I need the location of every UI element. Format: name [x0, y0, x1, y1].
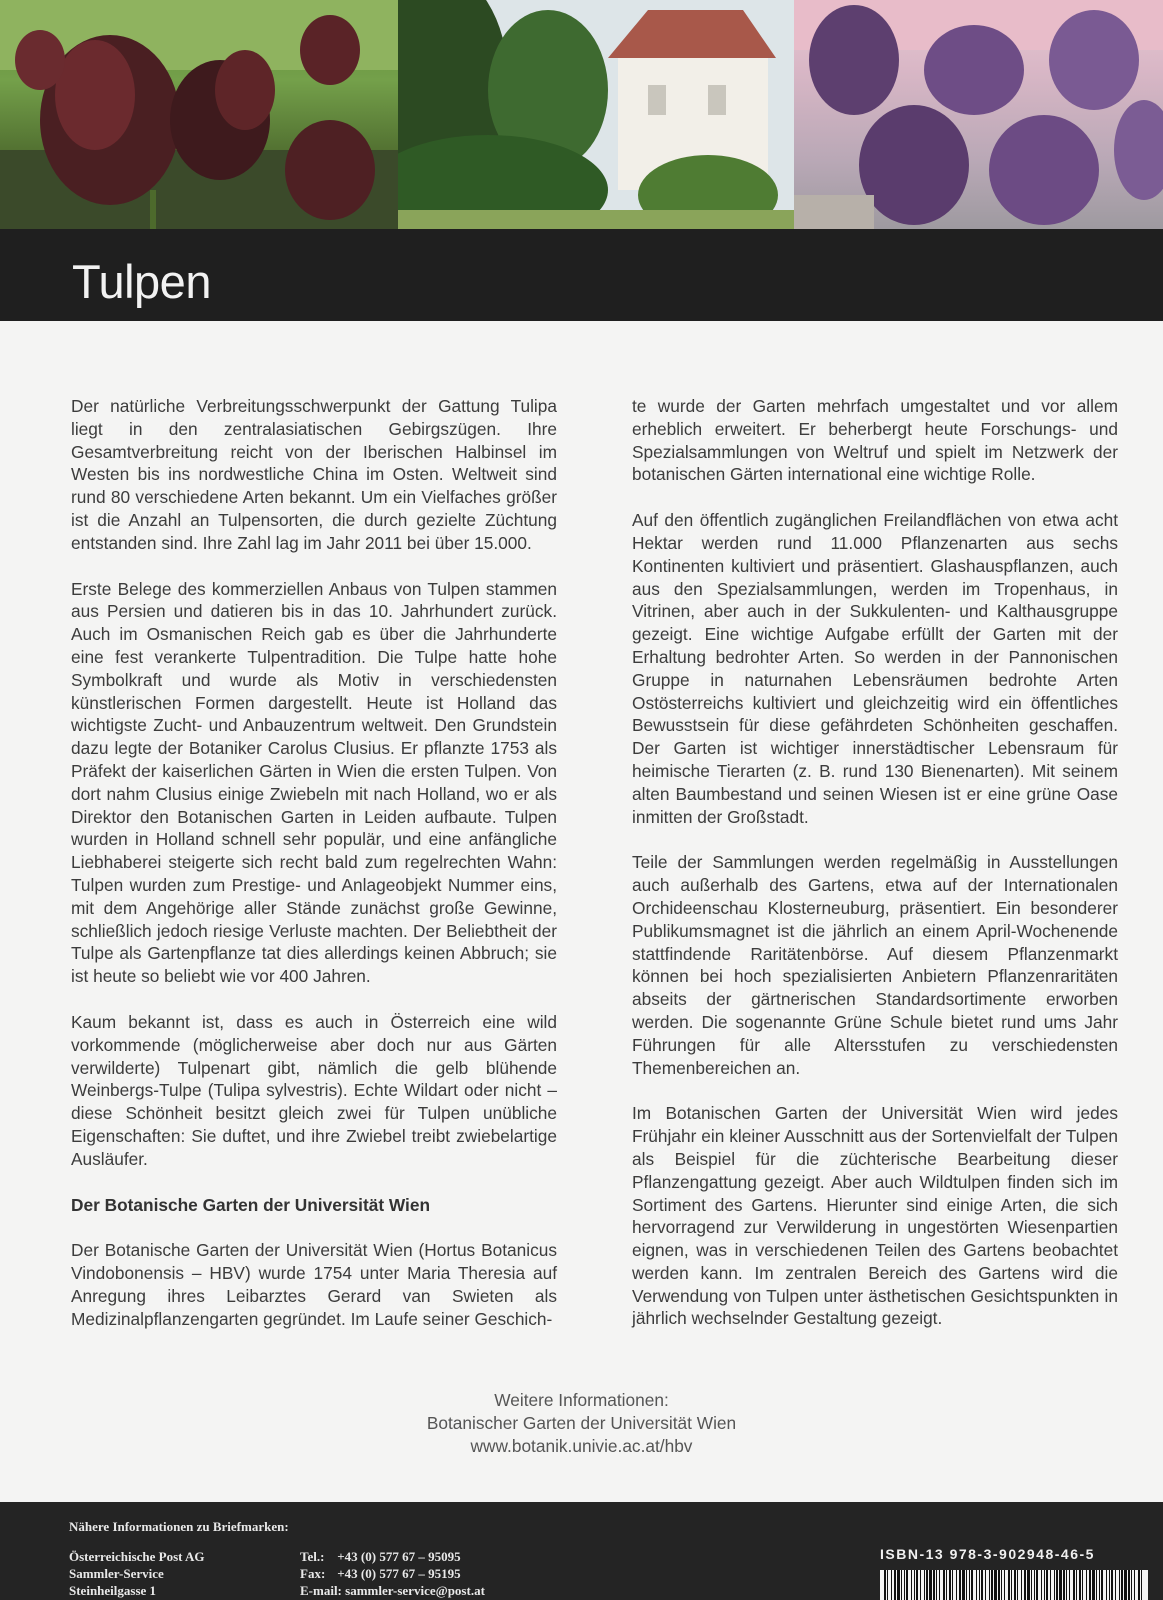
- barcode-bar: [971, 1570, 973, 1600]
- barcode-bar: [914, 1570, 915, 1600]
- barcode-bar: [1101, 1570, 1103, 1600]
- photo-pavilion: [398, 0, 794, 229]
- paragraph: Teile der Sammlungen werden regelmäßig in Ausstellungen auch außerhalb des Gartens, etwa auf der Internationalen Orchideenschau Klosterneuburg, präsentiert. Ein besonderer Publikumsmagnet ist die jährlich an einem April-Wochenende stattfindende Raritätenbörse. Auf diesem Pflanzenmarkt können bei hoch spezialisierten Anbietern Pflanzenraritäten abseits der gärtnerischen Standardsortimente erworben werden. Die sogenannte Grüne Schule bietet rund ums Jahr Führungen für alle Altersstufen zu verschiedensten Themenbereichen an.: [632, 852, 1118, 1078]
- barcode-bar: [989, 1570, 990, 1600]
- barcode-bar: [1138, 1570, 1140, 1600]
- barcode-bar: [949, 1570, 951, 1600]
- barcode-bar: [1086, 1570, 1087, 1600]
- barcode-bar: [894, 1570, 896, 1600]
- barcode-bar: [1014, 1570, 1016, 1600]
- barcode-bar: [916, 1570, 918, 1600]
- barcode-bar: [1011, 1570, 1012, 1600]
- barcode-bar: [1106, 1570, 1107, 1600]
- barcode-bar: [1111, 1570, 1113, 1600]
- barcode-bar: [933, 1570, 935, 1600]
- paragraph: Kaum bekannt ist, dass es auch in Österreich eine wild vorkommende (möglicherweise aber doch nur aus Gärten verwilderte) Tulpenart gibt, nämlich die gelb blühende Weinbergs-Tulpe (Tulipa sylvestris). Echte Wildart oder nicht – diese Schönheit besitzt gleich zwei für Tulpen unübliche Eigenschaften: Sie duftet, und ihre Zwiebel treibt zwiebelartige Ausläufer.: [71, 1011, 557, 1169]
- barcode-bar: [891, 1570, 892, 1600]
- barcode-bar: [884, 1570, 886, 1600]
- barcode-bar: [1050, 1570, 1051, 1600]
- email-label: E-mail:: [300, 1583, 342, 1598]
- barcode-bar: [959, 1570, 961, 1600]
- barcode-bar: [1063, 1570, 1065, 1600]
- barcode-bar: [1041, 1570, 1042, 1600]
- barcode-bar: [1066, 1570, 1067, 1600]
- barcode-bar: [1096, 1570, 1097, 1600]
- paragraph: Im Botanischen Garten der Universität Wien wird jedes Frühjahr ein kleiner Ausschnitt aus der Sortenvielfalt der Tulpen als Beispiel für die züchterische Bearbeitung dieser Pflanzengattung gezeigt. Aber auch Wildtulpen finden sich im Sortiment des Gartens. Hierunter sind einige Arten, die sich hervorragend zur Verwilderung in ungestörten Wiesenpartien eignen, was in verschiedenen Teilen des Gartens beobachtet werden kann. Im zentralen Bereich des Gartens wird die Verwendung von Tulpen unter ästhetischen Gesichtspunkten in jährlich wechselnder Gestaltung gezeigt.: [632, 1103, 1118, 1329]
- paragraph: Der natürliche Verbreitungsschwerpunkt der Gattung Tulipa liegt in den zentralasiatischen Gebirgszügen. Ihre Gesamtverbreitung reicht von der Iberischen Halbinsel im Westen bis ins nordwestliche China im Osten. Weltweit sind rund 80 verschiedene Arten bekannt. Um ein Vielfaches größer ist die Anzahl an Tulpensorten, die durch gezielte Züchtung entstanden sind. Ihre Zahl lag im Jahr 2011 bei über 15.000.: [71, 396, 557, 553]
- barcode-bar: [920, 1570, 921, 1600]
- barcode-bar: [939, 1570, 940, 1600]
- barcode-bar: [1109, 1570, 1110, 1600]
- barcode-bar: [1054, 1570, 1055, 1600]
- barcode-bar: [979, 1570, 980, 1600]
- barcode-bar: [1021, 1570, 1022, 1600]
- photo-dark-tulips: [0, 0, 398, 229]
- barcode: [880, 1570, 1148, 1600]
- barcode-bar: [985, 1570, 986, 1600]
- barcode-bar: [994, 1570, 997, 1600]
- barcode-bar: [1082, 1570, 1083, 1600]
- barcode-bar: [952, 1570, 953, 1600]
- barcode-bar: [924, 1570, 925, 1600]
- barcode-bar: [1141, 1570, 1142, 1600]
- barcode-bar: [966, 1570, 967, 1600]
- barcode-bar: [1036, 1570, 1038, 1600]
- fax-value: +43 (0) 577 67 – 95195: [337, 1566, 461, 1581]
- barcode-bar: [943, 1570, 945, 1600]
- barcode-bar: [1027, 1570, 1030, 1600]
- more-info-url[interactable]: www.botanik.univie.ac.at/hbv: [470, 1436, 693, 1456]
- barcode-bar: [1115, 1570, 1116, 1600]
- fax-label: Fax:: [300, 1566, 326, 1581]
- barcode-bar: [906, 1570, 908, 1600]
- tel-value: +43 (0) 577 67 – 95095: [337, 1549, 461, 1564]
- barcode-bar: [901, 1570, 902, 1600]
- barcode-bar: [976, 1570, 977, 1600]
- more-info-heading: Weitere Informationen:: [494, 1390, 669, 1410]
- footer-address: [69, 1548, 205, 1599]
- barcode-bar: [1099, 1570, 1100, 1600]
- page-title: Tulpen: [72, 255, 211, 308]
- barcode-bar: [1131, 1570, 1132, 1600]
- paragraph: te wurde der Garten mehrfach umgestaltet und vor allem erheblich erweitert. Er beherbergt heute Forschungs- und Spezialsammlungen von Weltruf und spielt im Netzwerk der botanischen Gärten international eine wichtige Rolle.: [632, 396, 1118, 485]
- barcode-bar: [1034, 1570, 1035, 1600]
- barcode-bar: [1001, 1570, 1002, 1600]
- text-column-right: [632, 395, 1118, 1330]
- barcode-bar: [1128, 1570, 1130, 1600]
- paragraph: Auf den öffentlich zugänglichen Freilandflächen von etwa acht Hektar werden rund 11.000 Pflanzenarten aus sechs Kontinenten kultiviert und präsentiert. Glashauspflanzen, auch aus den Spezialsammlungen, werden im Tropenhaus, in Vitrinen, aber auch in der Sukkulenten- und Kalthausgruppe gezeigt. Eine wichtige Aufgabe erfüllt der Garten mit der Erhaltung bedrohter Arten. So werden in der Pannonischen Gruppe in naturnahen Lebensräumen bedrohte Arten Ostösterreichs kultiviert und gleichzeitig wird ein öffentliches Bewusstsein für diese gefährdeten Schönheiten geschaffen. Der Garten ist wichtiger innerstädtischer Lebensraum für heimische Tierarten (z. B. rund 130 Bienenarten). Mit seinem alten Baumbestand und seinen Wiesen ist er eine grüne Oase inmitten der Großstadt.: [632, 510, 1118, 827]
- barcode-bar: [1059, 1570, 1062, 1600]
- address-line: Steinheilgasse 1: [69, 1583, 157, 1598]
- footer-heading: Nähere Informationen zu Briefmarken:: [69, 1519, 289, 1534]
- barcode-bar: [946, 1570, 947, 1600]
- barcode-bar: [1119, 1570, 1120, 1600]
- tel-label: Tel.:: [300, 1549, 325, 1564]
- barcode-bar: [1044, 1570, 1045, 1600]
- paragraph: Der Botanische Garten der Universität Wien (Hortus Botanicus Vindobonensis – HBV) wurde 1754 unter Maria Theresia auf Anregung ihres Leibarztes Gerard van Swieten als Medizinalpflanzengarten gegründet. Im Laufe seiner Geschich-: [71, 1240, 557, 1329]
- barcode-bar: [1004, 1570, 1005, 1600]
- barcode-bar: [998, 1570, 1000, 1600]
- email-link[interactable]: sammler-service@post.at: [345, 1583, 485, 1598]
- barcode-bar: [1046, 1570, 1048, 1600]
- barcode-bar: [1089, 1570, 1091, 1600]
- barcode-bar: [962, 1570, 965, 1600]
- barcode-bar: [887, 1570, 888, 1600]
- footer-contact: [300, 1548, 485, 1599]
- barcode-bar: [969, 1570, 970, 1600]
- barcode-bar: [956, 1570, 957, 1600]
- barcode-bar: [897, 1570, 900, 1600]
- barcode-bar: [1079, 1570, 1081, 1600]
- barcode-bar: [1031, 1570, 1032, 1600]
- paragraph: Erste Belege des kommerziellen Anbaus von Tulpen stammen aus Persien und datieren bis in das 10. Jahrhundert zurück. Auch im Osmanischen Reich gab es über die Jahrhunderte eine fest verankerte Tulpentradition. Die Tulpe hatte hohe Symbolkraft und wurde als Motiv in verschiedensten künstlerischen Formen dargestellt. Heute ist Holland das wichtigste Zucht- und Anbauzentrum weltweit. Den Grundstein dazu legte der Botaniker Carolus Clusius. Er pflanzte 1753 als Präfekt der kaiserlichen Gärten in Wien die ersten Tulpen. Von dort nahm Clusius einige Zwiebeln mit nach Holland, wo er als Direktor den Botanischen Garten in Leiden aufbaute. Tulpen wurden in Holland schnell sehr populär, und eine anfängliche Liebhaberei steigerte sich recht bald zum regelrechten Wahn: Tulpen wurden zum Prestige- und Anlageobjekt Nummer eins, mit dem Angehörige aller Stände zunächst große Gewinne, schließlich jedoch riesige Verluste machten. Der Beliebtheit der Tulpe als Gartenpflanze tat dies allerdings keinen Abbruch; sie ist heute so beliebt wie vor 400 Jahren.: [71, 578, 557, 987]
- barcode-bar: [991, 1570, 993, 1600]
- barcode-bar: [981, 1570, 983, 1600]
- barcode-bar: [1092, 1570, 1095, 1600]
- photo-strip: [0, 0, 1163, 229]
- barcode-bar: [1076, 1570, 1077, 1600]
- barcode-bar: [911, 1570, 912, 1600]
- barcode-bar: [1056, 1570, 1058, 1600]
- barcode-bar: [1134, 1570, 1135, 1600]
- more-info-institution: Botanischer Garten der Universität Wien: [426, 1413, 737, 1433]
- barcode-bar: [1008, 1570, 1010, 1600]
- isbn-number: ISBN-13 978-3-902948-46-5: [880, 1546, 1095, 1562]
- barcode-bar: [1124, 1570, 1127, 1600]
- barcode-bar: [1069, 1570, 1070, 1600]
- barcode-bar: [1121, 1570, 1123, 1600]
- section-heading: Der Botanische Garten der Universität Wien: [71, 1194, 431, 1215]
- barcode-bar: [929, 1570, 932, 1600]
- barcode-bar: [1017, 1570, 1018, 1600]
- photo-purple-tulips: [794, 0, 1163, 229]
- barcode-bar: [936, 1570, 937, 1600]
- address-line: Sammler-Service: [69, 1566, 164, 1581]
- barcode-bar: [1073, 1570, 1075, 1600]
- barcode-bar: [1024, 1570, 1026, 1600]
- text-column-left: [71, 395, 557, 1330]
- more-info: [300, 1389, 863, 1458]
- barcode-bar: [904, 1570, 905, 1600]
- address-line: Österreichische Post AG: [69, 1549, 205, 1564]
- barcode-bar: [926, 1570, 928, 1600]
